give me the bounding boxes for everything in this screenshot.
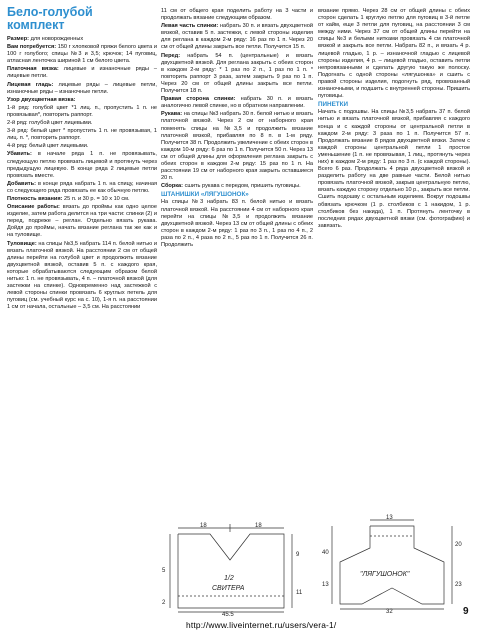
frog-pants-diagram (322, 514, 462, 614)
paragraph (7, 105, 157, 119)
paragraph-lead: Лицевая гладь: (7, 81, 54, 88)
paragraph-text: вязать до проймы как одно целое изделие, затем работа делится на три части: спинки (2) и перед, подреже – реглан. Отдельно вязать рукава. Дойдя до проймы, начать вязание реглана так же как и на туловище. (7, 204, 157, 239)
paragraph-lead: Сборка: (161, 183, 184, 190)
sweater-half-diagram (160, 520, 308, 616)
paragraph (7, 204, 157, 239)
paragraph (318, 8, 470, 100)
paragraph-lead: Перед: (161, 52, 181, 59)
paragraph (7, 143, 157, 150)
paragraph-lead: Платочная вязка: (7, 66, 59, 73)
paragraph-lead: Узор двухцветная вязка: (7, 96, 76, 103)
paragraph-text: На спицы №3 набрать 83 п. белой нитью и вязать платочной вязкой. На расстоянии 4 см от наборного края перейти на спицы №3,5 и продолжить вязание двухцветной вязкой. Через 13 см от общей длины с обеих сторон в каждом 2-м ряду: 1 раз по 3 п., 1 раз по 4 п., 2 раза по 2 п., 4 раза по 2 п., 5 раз по 1 п. Получится 26 п. Продолжить (161, 199, 313, 248)
paragraph (161, 111, 313, 182)
paragraph (7, 196, 157, 203)
footer-url[interactable]: http://www.liveinternet.ru/users/vera-1/ (186, 620, 337, 630)
paragraph-text: набрать 30 п. и вязать аналогично левой спинке, но в обратном направлении. (161, 96, 313, 110)
paragraph-lead: Правая сторона спинки: (161, 96, 236, 103)
section-heading: ШТАНИШКИ «ЛЯГУШОНОК» (161, 191, 249, 199)
paragraph-text: на спицы №3 набрать 30 п. белой нитью и вязать платочной вязкой. Через 2 см от наборного края поменять спицы на №3,5 и продолжить вязание платочной вязкой, прибавляя по 8 п. в 1-м ряду. Получится 38 п. Продолжить увеличение с обеих сторон в каждом 10-м ряду: 6 раз по 1 п. Получится 50 п. Через 13 см от общей длины для оформления реглана закрыть с обеих сторон в каждом 2-м ряду: 15 раз по 1 п. На расстоянии 19 см от наборного края закрыть оставшиеся 20 п. (161, 111, 313, 182)
paragraph-lead: Плотность вязания: (7, 195, 63, 202)
paragraph-text: в конце ряда набрать 1 п. на спицу, начиная со следующего ряда провязать ее как обычную петлю. (7, 180, 157, 194)
paragraph (7, 181, 157, 195)
paragraph (161, 96, 313, 110)
paragraph-text: 1-й ряд: голубой цвет *1 лиц. п., пропустить 1 п. не провязывая*, повторить раппорт. (7, 104, 157, 118)
paragraph-lead: Убавить: (7, 151, 32, 158)
paragraph-lead: Левая часть спинки: (161, 23, 219, 30)
paragraph-lead: Туловище: (7, 240, 37, 247)
page-title: Бело-голубой комплект (7, 5, 93, 32)
sweater-caption-1: 1/2 (224, 575, 234, 582)
frog-dim-left2: 13 (322, 582, 329, 588)
paragraph-text: вязание прямо. Через 28 см от общей длины с обеих сторон сделать 1 круглую петлю для пуговиц в 3-й петле от кайм, еще 3 петли для пуговиц, на расстоянии 3 см между ними. Через 37 см от общей длины перейти на спицы №3 и белыми нитками провязать 4 см платочной вязкой и закрыть все петли. Набрать 82 п., и вязать 4 р. лицевой гладью, 1 р. – изнаночной гладью с лицевой стороны изделия, 4 р. – лицевой гладью, оставить петли непровязанными и сделать другую такую же полоску. Подогнать с одной стороны «лягушонка» и сшить с правой стороны изделия, подогнуть ряд, провязанный изнаночными, и подшить с внутренней стороны. Пришить пуговицы. (318, 8, 470, 100)
dim-mid: 2 (162, 600, 166, 606)
paragraph-lead: Рукава: (161, 111, 183, 118)
paragraph (7, 128, 157, 142)
paragraph (161, 183, 313, 190)
section-heading: ПИНЕТКИ (318, 101, 349, 109)
paragraph (7, 97, 157, 104)
dim-top-left: 18 (200, 523, 207, 529)
frog-dim-top: 13 (386, 515, 393, 521)
paragraph (7, 66, 157, 80)
dim-right-bottom: 11 (296, 590, 303, 596)
paragraph-text: в начале ряда 1 п. не провязывать, следующую петлю провязать лицевой и протянуть через предыдущую лицевую. В конце ряда 2 лицевые петли провязать вместе. (7, 151, 157, 179)
column-2 (161, 8, 313, 250)
paragraph-text: лицевые и изнаночные ряды – лицевые петли. (7, 66, 157, 80)
paragraph-text: на спицы №3,5 набрать 114 п. белой нитью и вязать платочной вязкой. На расстоянии 2 см от общей длины перейти на голубой цвет и продолжить вязание двухцветной вязкой, оставив 5 п. с каждого края, которые обрабатываются следующим образом белой нитью: 1 п. не провязывать, 4 п. – платочной вязкой (для застежки на спинке). Одновременно над застежкой с левой стороны спинки провязать 6 круглых петель для пуговиц (см. учебный курс на с. 10), 1-я п. на расстоянии 1 см от начала, остальные – 3,5 см. На расстоянии (7, 240, 157, 311)
sweater-diagram-svg (160, 520, 308, 616)
column-3 (318, 8, 470, 231)
frog-caption: "ЛЯГУШОНОК" (360, 571, 410, 578)
dim-left: 5 (162, 568, 166, 574)
frog-dim-bottom: 32 (386, 609, 393, 614)
column-3-body (318, 8, 470, 230)
paragraph-text: 2-й ряд: голубой цвет лицевыми. (7, 120, 93, 127)
paragraph-text: лицевые ряды – лицевые петли, изнаночные ряды – изнаночные петли. (7, 81, 157, 95)
paragraph-lead: Описание работы: (7, 204, 60, 211)
paragraph-text: Начать с подошвы. На спицы №3,5 набрать 37 п. белой нитью и вязать платочной вязкой, прибавляя с каждого конца и с каждой стороны от центральной петли в каждом 2-м ряду: 3 раза по 1 п. Получится 57 п. Продолжать вязание 8 рядов двухцветной вязки. Затем с каждой стороны центральной петли 1 простое уменьшение (1 п. не провязывая, 1 лиц., протянуть через них) в каждом 2-м ряду: 1 раз по 3 п. (с каждой стороны). Всего 6 раз. Продолжать 4 ряда двухцветной вязкой и разделить работу на две равные части. Белой нитью провязать платочной вязкой, закрыв центральную петлю, вязать каждую сторону отдельно 10 р., закрыть все петли. Сшить подошву с остальным изделием. Вокруг подошвы обвязать крючком (1 р. столбиков с 1 накидом, 1 р. столбиков без накида), 1 п. Протянуть ленточку в последних рядах двухцветной вязки (см. фотографию) и завязать. (318, 109, 470, 229)
frog-dim-left1: 40 (322, 550, 329, 556)
paragraph (161, 199, 313, 249)
paragraph-lead: Вам потребуется: (7, 44, 57, 51)
paragraph-text: сшить рукава с передом, пришить пуговицы. (183, 183, 301, 190)
paragraph-lead: Размер: (7, 36, 30, 42)
paragraph (7, 36, 157, 43)
frog-diagram-svg (322, 514, 462, 614)
paragraph-text: 11 см от общего края поделить работу на 3 части и продолжать вязание следующим образом. (161, 8, 313, 22)
paragraph-text: набрать 54 п. (центральные) и вязать двухцветной вязкой. Для реглана закрыть с обеих сторон в каждом 2-м ряду: * 1 раз по 2 п., 1 раз по 1 п. * повторить раппорт 3 раза, затем закрыть 9 раз по 1 п. Через 20 см от общей длины закрыть все петли. Получится 18 п. (161, 52, 313, 95)
dim-top-right: 18 (255, 523, 262, 529)
dim-right-top: 9 (296, 552, 300, 558)
paragraph (161, 53, 313, 96)
paragraph (161, 8, 313, 22)
paragraph (7, 82, 157, 96)
dim-bottom: 45,5 (222, 612, 234, 616)
sweater-caption-2: СВИТЕРА (212, 585, 245, 592)
page-number: 9 (463, 606, 469, 617)
paragraph-text: 4-й ряд: белый цвет лицевыми. (7, 143, 89, 150)
column-2-body (161, 8, 313, 249)
column-1-body (7, 36, 157, 311)
paragraph-text: для новорожденных (29, 36, 84, 42)
paragraph-text: 3-й ряд: белый цвет * пропустить 1 п. не провязывая, 1 лиц. п. *, повторить раппорт. (7, 128, 157, 142)
paragraph (161, 23, 313, 51)
paragraph-text: 25 п. и 30 р. = 10 x 10 см. (62, 195, 130, 202)
frog-dim-right2: 23 (455, 582, 462, 588)
paragraph (7, 151, 157, 179)
paragraph (318, 109, 470, 230)
paragraph (7, 120, 157, 127)
paragraph (7, 241, 157, 312)
paragraph-lead: Добавить: (7, 180, 36, 187)
column-1 (7, 6, 157, 312)
paragraph-text: набрать 30 п. и вязать двухцветной вязкой, оставив 5 п. застежки, с левой стороны изделия для реглана в каждом 2-м ряду: 16 раз по 1 п. Через 20 см от общей длины закрыть все петли. Получится 15 п. (161, 23, 313, 51)
paragraph-text: 150 г хлопковой пряжи белого цвета и 100 г голубого; спицы №3 и 3,5; крючок; 14 пуговиц, атласная ленточка шириной 1 см белого цвета. (7, 44, 157, 65)
paragraph (7, 44, 157, 65)
frog-dim-right1: 20 (455, 542, 462, 548)
